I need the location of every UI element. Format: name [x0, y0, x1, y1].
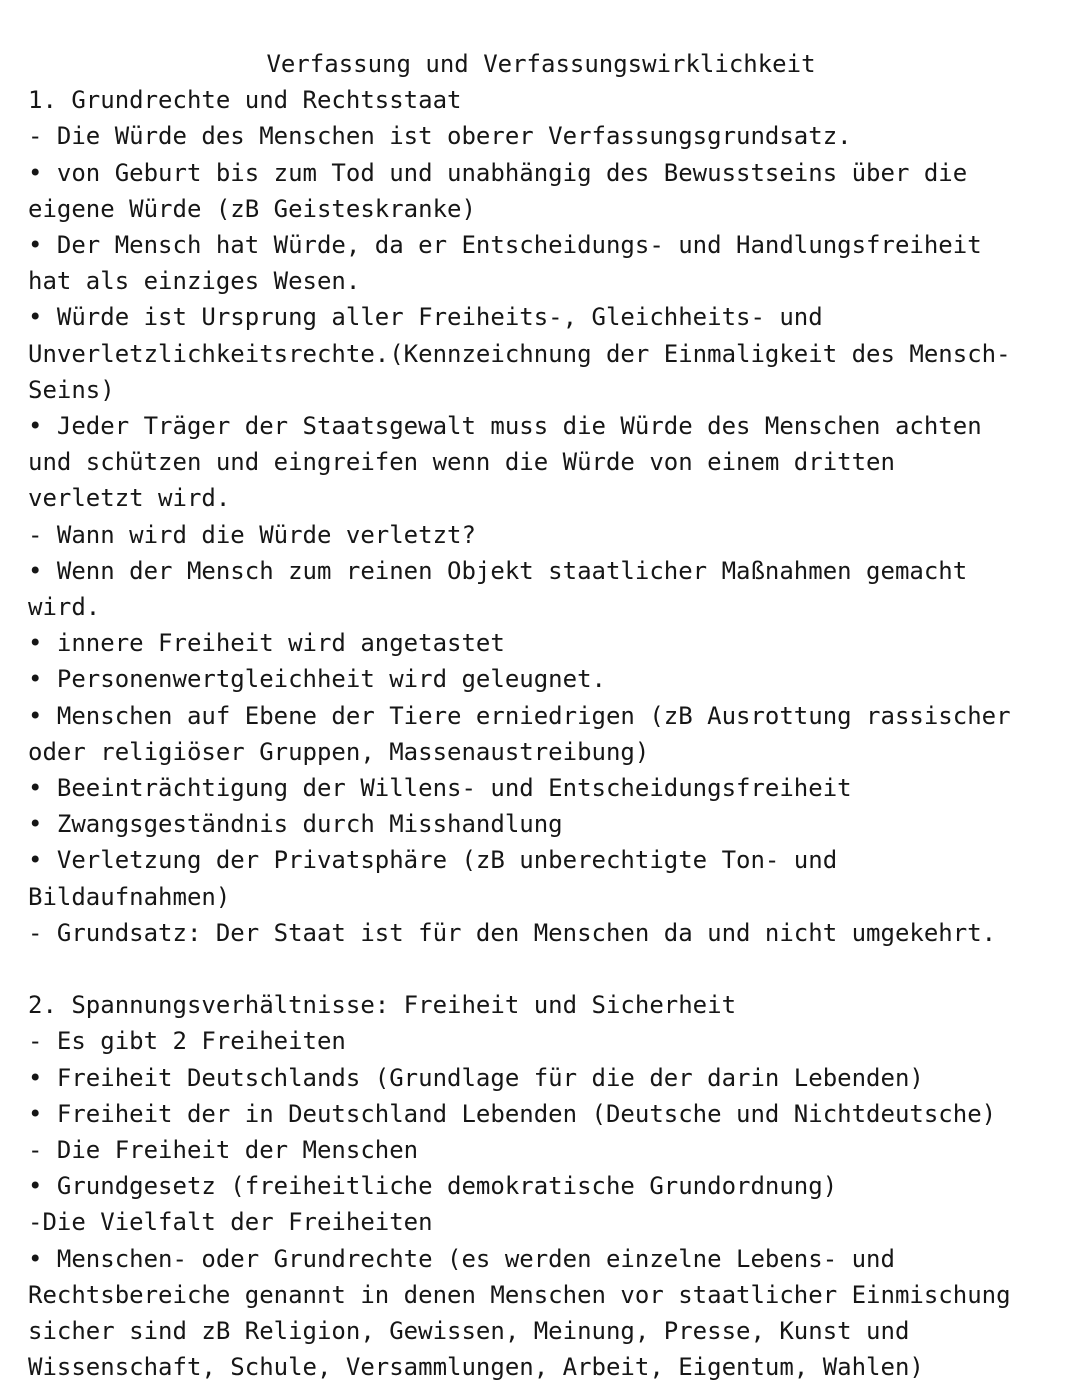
text-line: • Beeinträchtigung der Willens- und Entscheidungsfreiheit	[28, 774, 852, 803]
text-line: • von Geburt bis zum Tod und unabhängig des Bewusstseins über die	[28, 158, 968, 187]
blank-line	[28, 951, 1054, 987]
text-line: Wissenschaft, Schule, Versammlungen, Arbeit, Eigentum, Wahlen)	[28, 1353, 924, 1382]
text-line: - Die Würde des Menschen ist oberer Verfassungsgrundsatz.	[28, 122, 852, 151]
section-heading: 2. Spannungsverhältnisse: Freiheit und Sicherheit	[28, 991, 737, 1020]
text-line: - Es gibt 2 Freiheiten	[28, 1027, 346, 1056]
text-line: oder religiöser Gruppen, Massenaustreibung)	[28, 737, 650, 766]
text-line: • Verletzung der Privatsphäre (zB unberechtigte Ton- und	[28, 846, 838, 875]
text-line: • Wenn der Mensch zum reinen Objekt staatlicher Maßnahmen gemacht	[28, 556, 968, 585]
text-line: • Würde ist Ursprung aller Freiheits-, Gleichheits- und	[28, 303, 823, 332]
text-line: verletzt wird.	[28, 484, 231, 513]
text-line: • innere Freiheit wird angetastet	[28, 629, 505, 658]
text-line: Unverletzlichkeitsrechte.(Kennzeichnung der Einmaligkeit des Mensch-	[28, 339, 1011, 368]
text-line: • Menschen auf Ebene der Tiere erniedrigen (zB Ausrottung rassischer	[28, 701, 1011, 730]
text-line: - Grundsatz: Der Staat ist für den Menschen da und nicht umgekehrt.	[28, 918, 997, 947]
text-line: Seins)	[28, 375, 115, 404]
text-line: • Freiheit der in Deutschland Lebenden (Deutsche und Nichtdeutsche)	[28, 1099, 997, 1128]
text-line: hat als einziges Wesen.	[28, 267, 361, 296]
text-line: - Wann wird die Würde verletzt?	[28, 520, 476, 549]
text-line: eigene Würde (zB Geisteskranke)	[28, 194, 476, 223]
text-line: • Grundgesetz (freiheitliche demokratische Grundordnung)	[28, 1172, 838, 1201]
text-line: wird.	[28, 593, 101, 622]
text-line: • Personenwertgleichheit wird geleugnet.	[28, 665, 606, 694]
text-line: Rechtsbereiche genannt in denen Menschen vor staatlicher Einmischung	[28, 1280, 1011, 1309]
text-line: sicher sind zB Religion, Gewissen, Meinung, Presse, Kunst und	[28, 1317, 910, 1346]
document-title: Verfassung und Verfassungswirklichkeit	[266, 50, 816, 78]
text-line: 1. Grundrechte und Rechtsstaat	[28, 86, 462, 115]
text-line: • Freiheit Deutschlands (Grundlage für die der darin Lebenden)	[28, 1063, 924, 1092]
text-line: • Menschen- oder Grundrechte (es werden einzelne Lebens- und	[28, 1244, 895, 1273]
text-line: Bildaufnahmen)	[28, 882, 231, 911]
text-line: -Die Vielfalt der Freiheiten	[28, 1208, 433, 1237]
text-line: - Die Freiheit der Menschen	[28, 1136, 419, 1165]
text-line: und schützen und eingreifen wenn die Würde von einem dritten	[28, 448, 895, 477]
text-line: • Jeder Träger der Staatsgewalt muss die Würde des Menschen achten	[28, 412, 982, 441]
text-line: • Zwangsgeständnis durch Misshandlung	[28, 810, 563, 839]
text-line: • Der Mensch hat Würde, da er Entscheidungs- und Handlungsfreiheit	[28, 231, 982, 260]
